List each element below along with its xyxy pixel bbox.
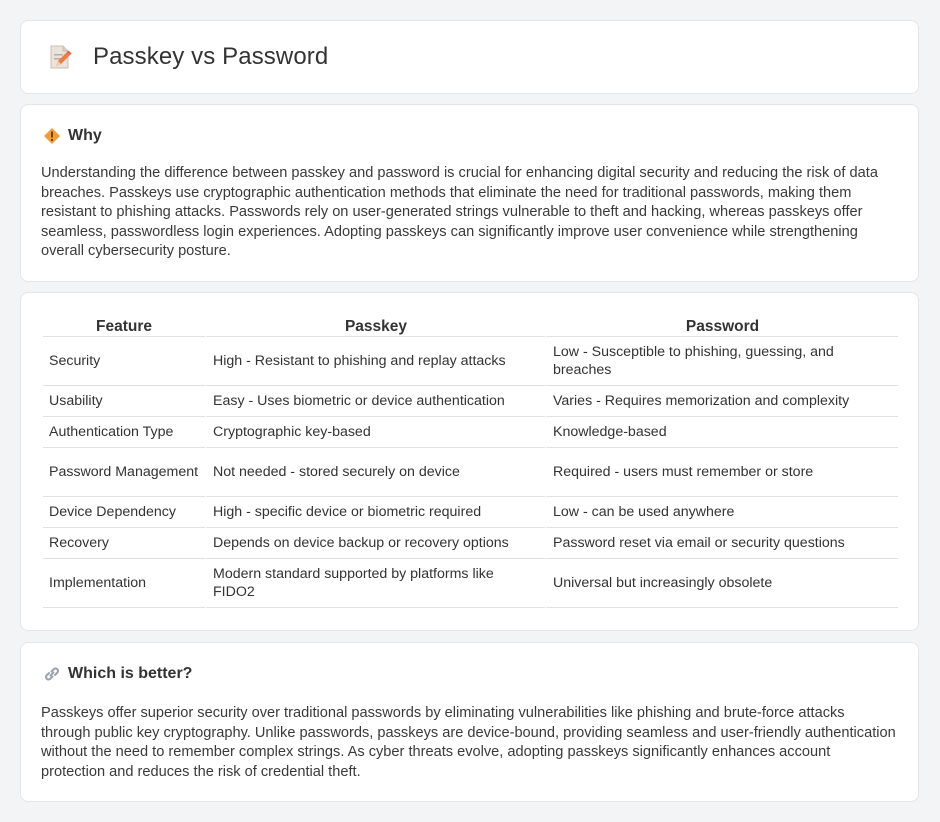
table-row — [43, 448, 898, 497]
header-password: Password — [545, 315, 898, 337]
why-text: Understanding the difference between passkey and password is crucial for enhancing digital security and reducing the risk of data breaches. Passkeys use cryptographic authentication methods that eliminate the need for traditional passwords, making them resistant to phishing attacks. Passwords rely on user-generated strings vulnerable to theft and hacking, whereas passkeys offer seamless, passwordless login experiences. Adopting passkeys can significantly improve user convenience while strengthening overall cybersecurity posture. — [41, 165, 878, 260]
password-cell: Password reset via email or security questions — [545, 528, 898, 559]
feature-cell: Usability — [43, 386, 205, 417]
passkey-cell: High - Resistant to phishing and replay attacks — [205, 337, 545, 386]
better-title: Which is better? — [68, 665, 193, 682]
link-icon — [43, 665, 61, 683]
page-title: Passkey vs Password — [93, 43, 329, 70]
better-text: Passkeys offer superior security over traditional passwords by eliminating vulnerabilities like phishing and brute-force attacks through public key cryptography. Unlike passwords, passkeys are device-bound, providing seamless and user-friendly authentication without the need to remember complex strings. As cyber threats evolve, adopting passkeys significantly enhances account protection and reduces the risk of credential theft. — [41, 705, 896, 780]
feature-cell: Password Management — [43, 448, 205, 497]
feature-cell: Implementation — [43, 559, 205, 608]
why-title: Why — [68, 127, 102, 144]
why-card — [20, 104, 919, 282]
header-card — [20, 20, 919, 94]
comparison-table — [43, 315, 898, 608]
table-header-row — [43, 315, 898, 337]
header-feature: Feature — [43, 315, 205, 337]
password-cell: Universal but increasingly obsolete — [545, 559, 898, 608]
password-cell: Low - Susceptible to phishing, guessing, and breaches — [545, 337, 898, 386]
table-row — [43, 386, 898, 417]
passkey-cell: Depends on device backup or recovery options — [205, 528, 545, 559]
password-cell: Low - can be used anywhere — [545, 497, 898, 528]
table-row — [43, 528, 898, 559]
passkey-cell: Cryptographic key-based — [205, 417, 545, 448]
feature-cell: Security — [43, 337, 205, 386]
passkey-cell: Modern standard supported by platforms like FIDO2 — [205, 559, 545, 608]
passkey-cell: Not needed - stored securely on device — [205, 448, 545, 497]
passkey-cell: Easy - Uses biometric or device authentication — [205, 386, 545, 417]
feature-cell: Authentication Type — [43, 417, 205, 448]
better-card — [20, 642, 919, 802]
table-row — [43, 559, 898, 608]
document-pencil-icon — [47, 44, 73, 70]
password-cell: Knowledge-based — [545, 417, 898, 448]
comparison-card — [20, 292, 919, 631]
warning-diamond-icon — [43, 127, 61, 145]
passkey-cell: High - specific device or biometric required — [205, 497, 545, 528]
header-passkey: Passkey — [205, 315, 545, 337]
table-row — [43, 337, 898, 386]
password-cell: Varies - Requires memorization and complexity — [545, 386, 898, 417]
feature-cell: Recovery — [43, 528, 205, 559]
table-row — [43, 497, 898, 528]
password-cell: Required - users must remember or store — [545, 448, 898, 497]
table-row — [43, 417, 898, 448]
feature-cell: Device Dependency — [43, 497, 205, 528]
